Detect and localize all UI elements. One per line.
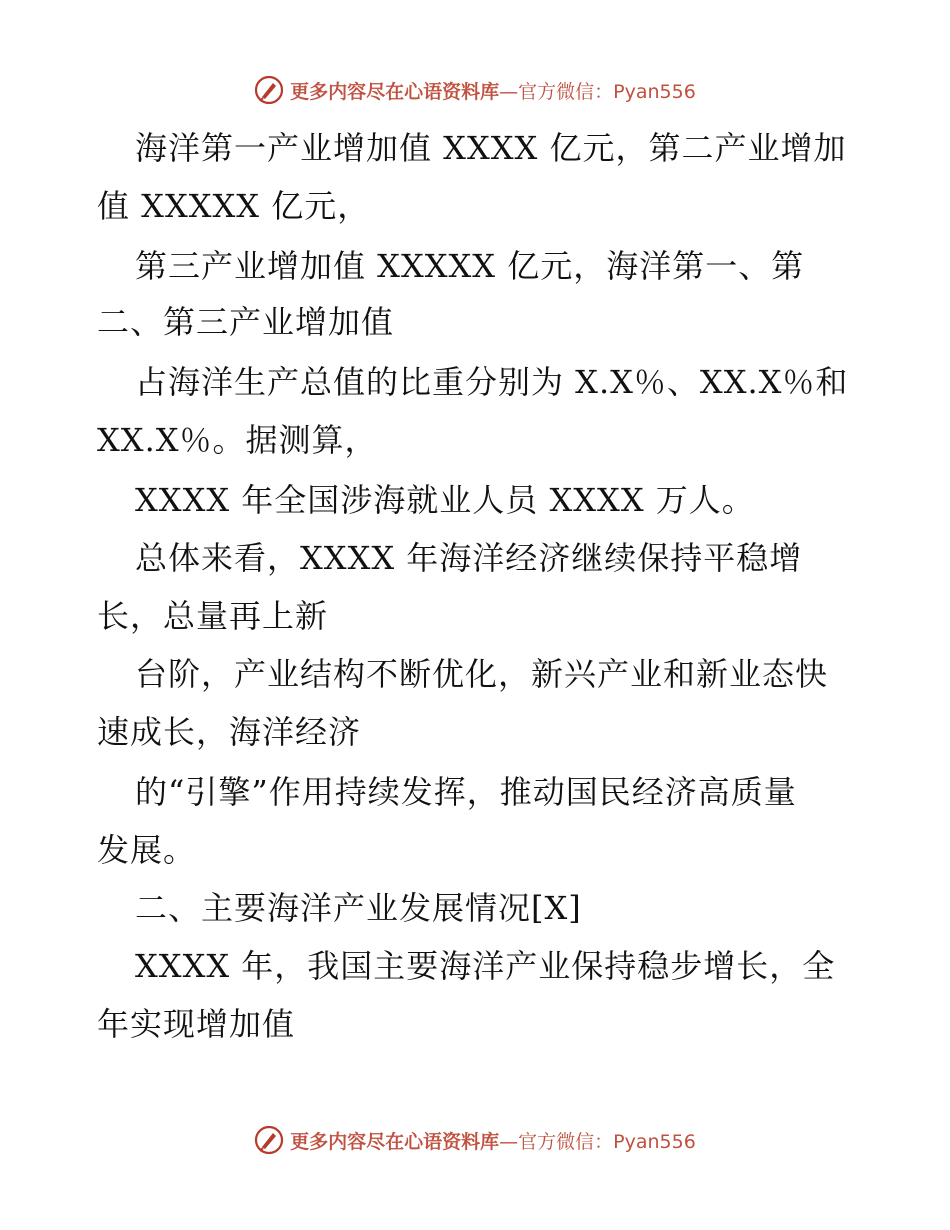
text-line: 的“引擎”作用持续发挥，推动国民经济高质量 bbox=[135, 773, 797, 811]
watermark-tail: —官方微信：Pyan556 bbox=[499, 80, 696, 103]
text-line: XX.X％。据测算， bbox=[97, 421, 378, 459]
watermark-text bbox=[290, 77, 696, 104]
text-line: 速成长，海洋经济 bbox=[97, 713, 362, 751]
text-line: XXXX 年全国涉海就业人员 XXXX 万人。 bbox=[135, 481, 755, 519]
quill-logo-icon bbox=[254, 1125, 284, 1155]
text-line: 发展。 bbox=[97, 831, 197, 869]
watermark-lead: 更多内容尽在心语资料库 bbox=[290, 80, 500, 103]
text-line: 值 XXXXX 亿元， bbox=[97, 187, 371, 225]
text-line: 海洋第一产业增加值 XXXX 亿元，第二产业增加 bbox=[135, 129, 847, 167]
text-line: 占海洋生产总值的比重分别为 X.X％、XX.X％和 bbox=[135, 363, 849, 401]
footer-watermark bbox=[0, 1122, 950, 1158]
text-line: 第三产业增加值 XXXXX 亿元，海洋第一、第 bbox=[135, 247, 805, 285]
watermark-lead: 更多内容尽在心语资料库 bbox=[290, 1130, 500, 1153]
header-watermark bbox=[0, 72, 950, 108]
section-heading: 二、主要海洋产业发展情况[X] bbox=[135, 889, 582, 927]
quill-logo-icon bbox=[254, 75, 284, 105]
text-line: 长，总量再上新 bbox=[97, 597, 329, 635]
text-line: 二、第三产业增加值 bbox=[97, 303, 395, 341]
watermark-text bbox=[290, 1127, 696, 1154]
text-line: XXXX 年，我国主要海洋产业保持稳步增长，全 bbox=[135, 947, 836, 985]
text-line: 年实现增加值 bbox=[97, 1005, 296, 1043]
text-line: 总体来看，XXXX 年海洋经济继续保持平稳增 bbox=[135, 539, 803, 577]
watermark-tail: —官方微信：Pyan556 bbox=[499, 1130, 696, 1153]
text-line: 台阶，产业结构不断优化，新兴产业和新业态快 bbox=[135, 655, 829, 693]
